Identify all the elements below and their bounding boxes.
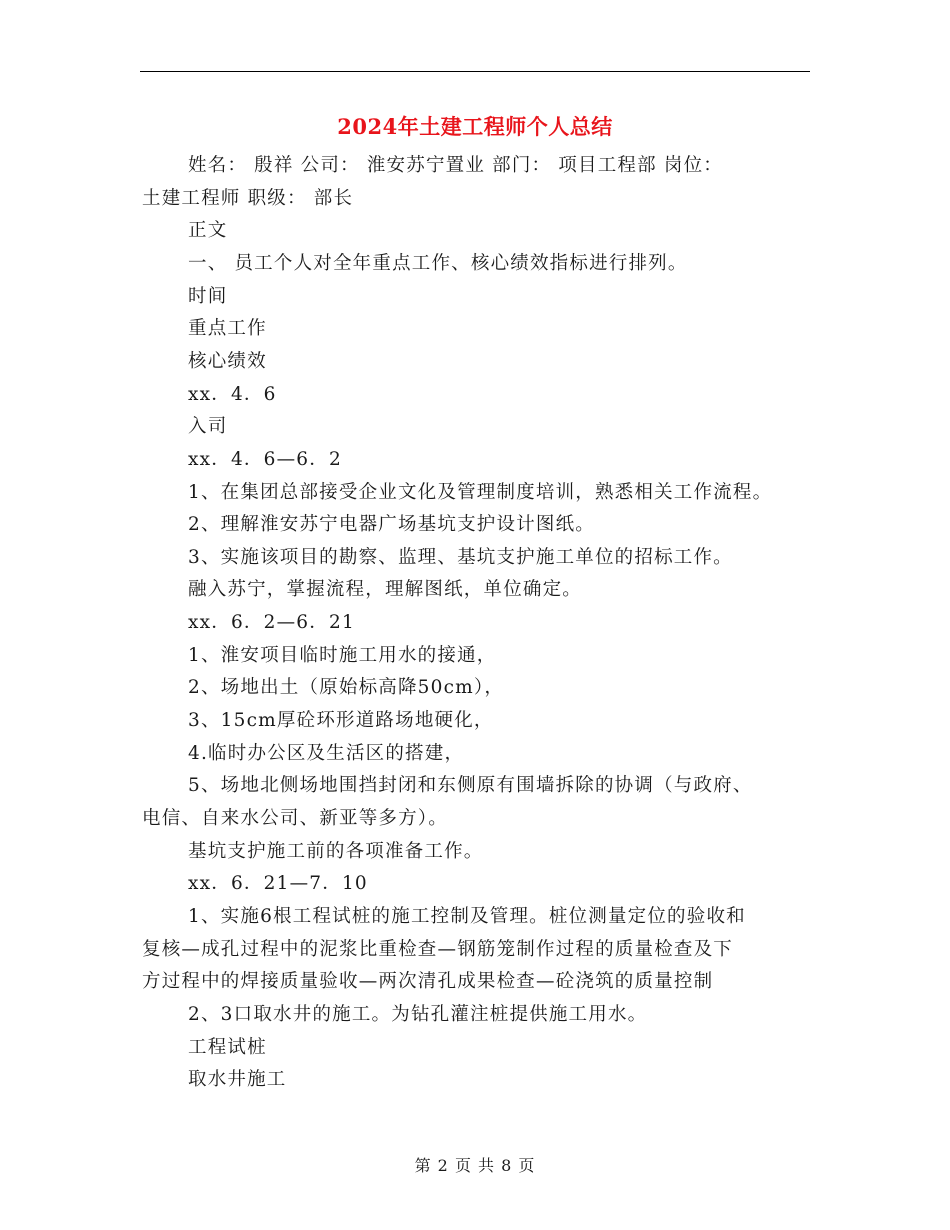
paragraph-line: 1、淮安项目临时施工用水的接通， [188, 645, 497, 666]
paragraph-line: 电信、自来水公司、新亚等多方）。 [142, 808, 448, 829]
table-header-work: 重点工作 [188, 318, 267, 339]
paragraph-line: 1、实施6根工程试桩的施工控制及管理。桩位测量定位的验收和 [188, 906, 746, 927]
paragraph-line: 取水井施工 [188, 1069, 287, 1090]
table-header-time: 时间 [188, 286, 228, 307]
date-line: xx．4．6 [188, 384, 277, 405]
table-header-kpi: 核心绩效 [188, 351, 267, 372]
paragraph-line: 2、场地出土（原始标高降50cm）， [188, 677, 505, 698]
page-number: 第 2 页 共 8 页 [414, 1156, 536, 1175]
date-line: xx．6．21—7．10 [188, 873, 368, 894]
document-title: 2024年土建工程师个人总结 [337, 114, 613, 139]
paragraph-line: 2、理解淮安苏宁电器广场基坑支护设计图纸。 [188, 514, 595, 535]
paragraph-line: 4.临时办公区及生活区的搭建， [188, 743, 465, 764]
paragraph-line: 复核—成孔过程中的泥浆比重检查—钢筋笼制作过程的质量检查及下 [142, 939, 734, 960]
header-rule [140, 71, 810, 72]
paragraph-line: 融入苏宁，掌握流程，理解图纸，单位确定。 [188, 579, 583, 600]
paragraph-line: 3、15cm厚砼环形道路场地硬化， [188, 710, 494, 731]
paragraph-line: 工程试桩 [188, 1037, 267, 1058]
info-line-2: 土建工程师 职级： 部长 [142, 188, 354, 209]
paragraph-line: 5、场地北侧场地围挡封闭和东侧原有围墙拆除的协调（与政府、 [188, 775, 753, 796]
date-line: xx．6．2—6．21 [188, 612, 355, 633]
info-line-1: 姓名： 殷祥 公司： 淮安苏宁置业 部门： 项目工程部 岗位： [188, 155, 723, 176]
paragraph-line: 基坑支护施工前的各项准备工作。 [188, 841, 484, 862]
paragraph-line: 1、在集团总部接受企业文化及管理制度培训，熟悉相关工作流程。 [188, 482, 773, 503]
paragraph-line: 3、实施该项目的勘察、监理、基坑支护施工单位的招标工作。 [188, 547, 733, 568]
section-heading: 一、 员工个人对全年重点工作、核心绩效指标进行排列。 [188, 253, 688, 274]
paragraph-line: 入司 [188, 416, 228, 437]
paragraph-line: 方过程中的焊接质量验收—两次清孔成果检查—砼浇筑的质量控制 [142, 971, 714, 992]
paragraph-line: 2、3口取水井的施工。为钻孔灌注桩提供施工用水。 [188, 1004, 648, 1025]
section-label: 正文 [188, 220, 228, 241]
date-line: xx．4．6—6．2 [188, 449, 342, 470]
